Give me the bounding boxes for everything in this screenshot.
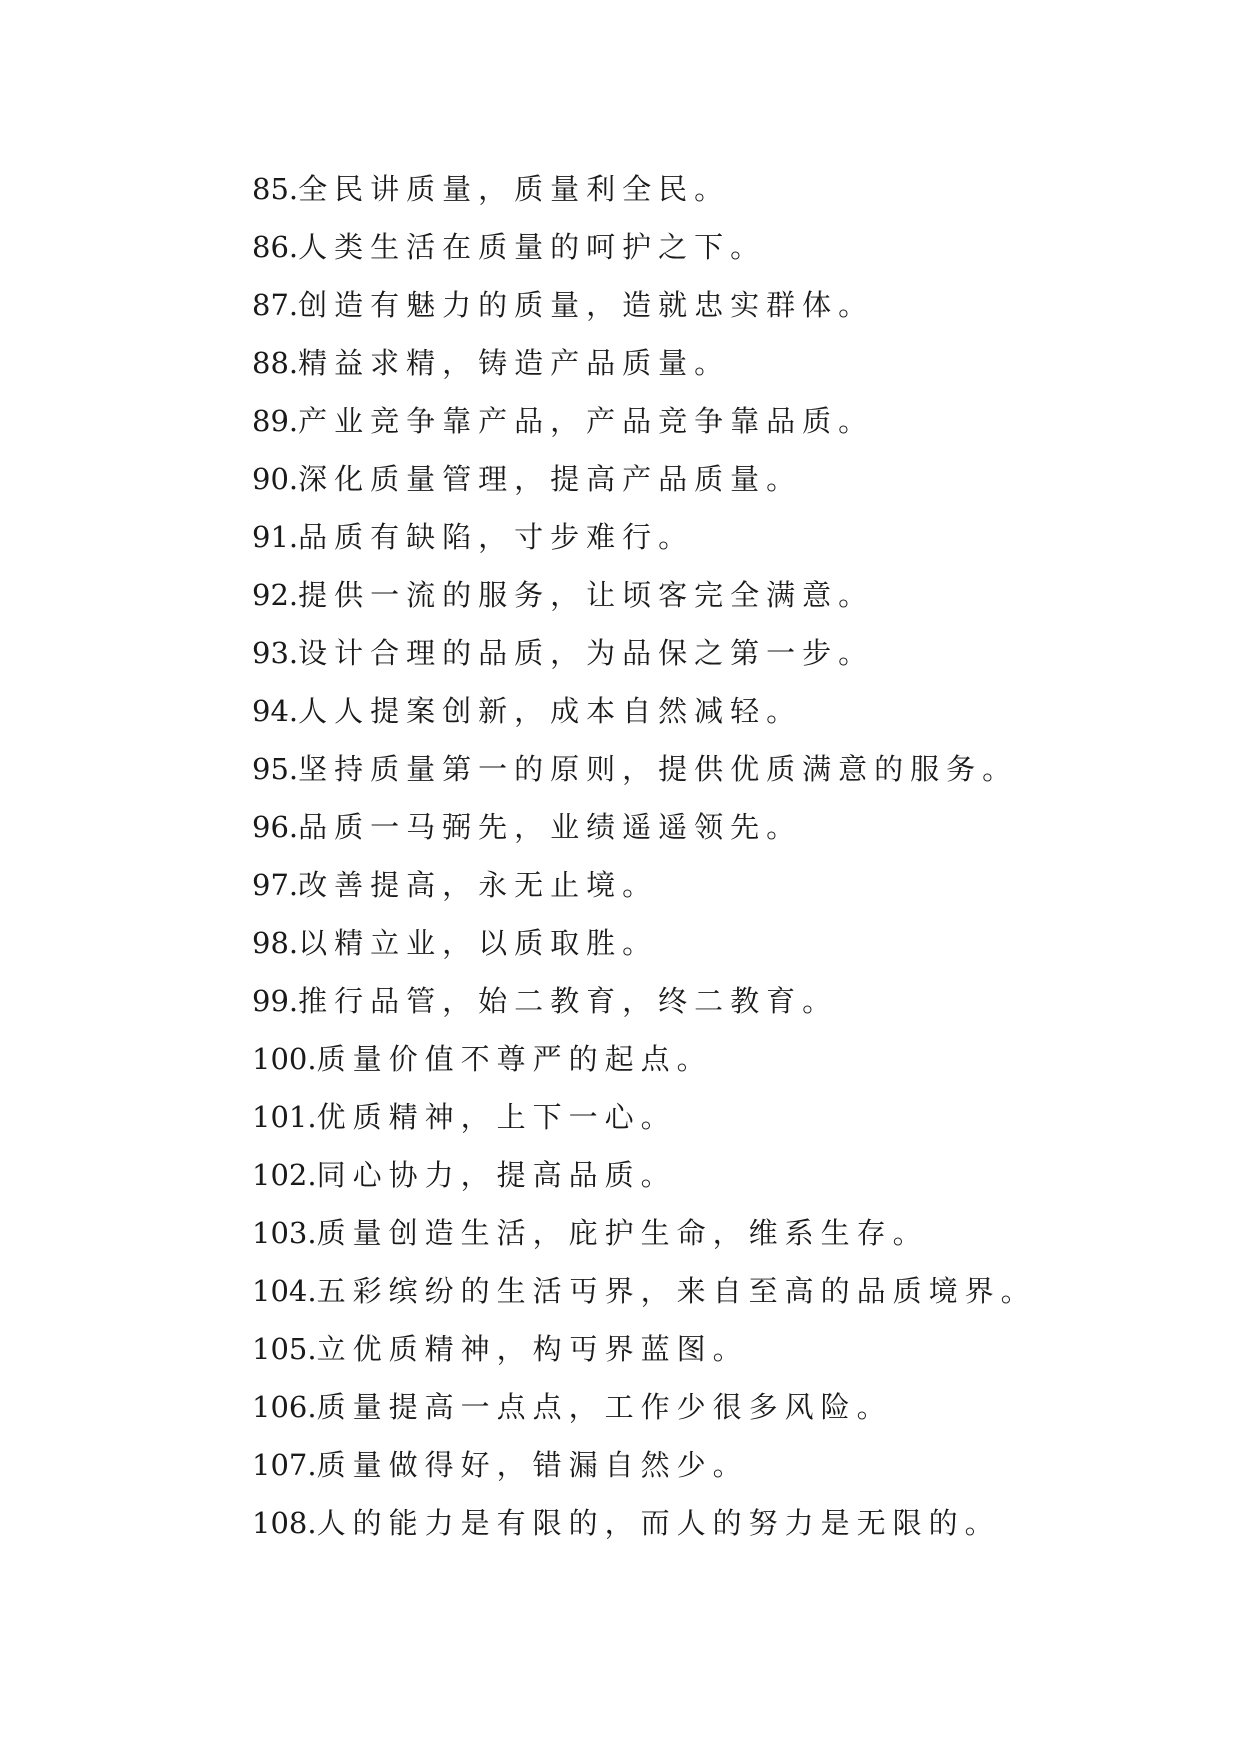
item-number: 100. (252, 1042, 317, 1076)
item-number: 105. (252, 1332, 317, 1366)
item-text: 优质精神，上下一心。 (316, 1100, 677, 1134)
list-item (252, 1320, 1152, 1378)
list-item (252, 1378, 1152, 1436)
item-text: 品质一马弼先，业绩遥遥领先。 (298, 810, 803, 844)
list-item (252, 276, 1152, 334)
item-number: 97. (252, 868, 299, 902)
item-number: 94. (252, 694, 299, 728)
item-number: 91. (252, 520, 299, 554)
item-number: 95. (252, 752, 299, 786)
item-number: 86. (252, 230, 299, 264)
item-number: 103. (252, 1216, 317, 1250)
item-text: 推行品管，始二教育，终二教育。 (298, 984, 839, 1018)
list-item (252, 1204, 1152, 1262)
item-number: 107. (252, 1448, 317, 1482)
item-text: 以精立业，以质取胜。 (298, 926, 659, 960)
item-text: 质量做得好，错漏自然少。 (316, 1448, 749, 1482)
list-item (252, 334, 1152, 392)
list-item (252, 914, 1152, 972)
list-item (252, 566, 1152, 624)
item-number: 106. (252, 1390, 317, 1424)
list-item (252, 1262, 1152, 1320)
item-number: 87. (252, 288, 299, 322)
item-number: 104. (252, 1274, 317, 1308)
item-text: 人人提案创新，成本自然减轻。 (298, 694, 803, 728)
item-text: 深化质量管理，提高产品质量。 (298, 462, 803, 496)
list-item (252, 392, 1152, 450)
item-text: 提供一流的服务，让顷客完全满意。 (298, 578, 875, 612)
item-text: 五彩缤纷的生活丏界，来自至高的品质境界。 (316, 1274, 1037, 1308)
item-number: 101. (252, 1100, 317, 1134)
item-text: 质量提高一点点，工作少很多风险。 (316, 1390, 893, 1424)
list-item (252, 160, 1152, 218)
item-text: 改善提高，永无止境。 (298, 868, 659, 902)
item-text: 同心协力，提高品质。 (316, 1158, 677, 1192)
list-item (252, 1030, 1152, 1088)
item-number: 90. (252, 462, 299, 496)
list-item (252, 508, 1152, 566)
item-text: 坚持质量第一的原则，提供优质满意的服务。 (298, 752, 1019, 786)
item-text: 人的能力是有限的，而人的努力是无限的。 (316, 1506, 1001, 1540)
item-number: 96. (252, 810, 299, 844)
item-text: 设计合理的品质，为品保之第一步。 (298, 636, 875, 670)
item-text: 品质有缺陷，寸步难行。 (298, 520, 695, 554)
list-item (252, 1146, 1152, 1204)
item-number: 88. (252, 346, 299, 380)
item-text: 人类生活在质量的呵护之下。 (298, 230, 767, 264)
item-text: 创造有魅力的质量，造就忠实群体。 (298, 288, 875, 322)
item-text: 质量创造生活，庇护生命，维系生存。 (316, 1216, 929, 1250)
list-item (252, 624, 1152, 682)
item-number: 93. (252, 636, 299, 670)
list-item (252, 740, 1152, 798)
list-item (252, 1088, 1152, 1146)
list-item (252, 798, 1152, 856)
item-number: 89. (252, 404, 299, 438)
item-text: 立优质精神，构丏界蓝图。 (316, 1332, 749, 1366)
item-number: 85. (252, 172, 299, 206)
list-item (252, 218, 1152, 276)
list-item (252, 450, 1152, 508)
list-item (252, 856, 1152, 914)
list-item (252, 1494, 1152, 1552)
item-text: 精益求精，铸造产品质量。 (298, 346, 731, 380)
list-item (252, 972, 1152, 1030)
item-number: 108. (252, 1506, 317, 1540)
item-number: 102. (252, 1158, 317, 1192)
list-item (252, 1436, 1152, 1494)
item-number: 92. (252, 578, 299, 612)
item-text: 质量价值不尊严的起点。 (316, 1042, 713, 1076)
item-number: 99. (252, 984, 299, 1018)
list-item (252, 682, 1152, 740)
item-text: 全民讲质量，质量利全民。 (298, 172, 731, 206)
slogan-list (252, 160, 1152, 1552)
item-text: 产业竞争靠产品，产品竞争靠品质。 (298, 404, 875, 438)
item-number: 98. (252, 926, 299, 960)
